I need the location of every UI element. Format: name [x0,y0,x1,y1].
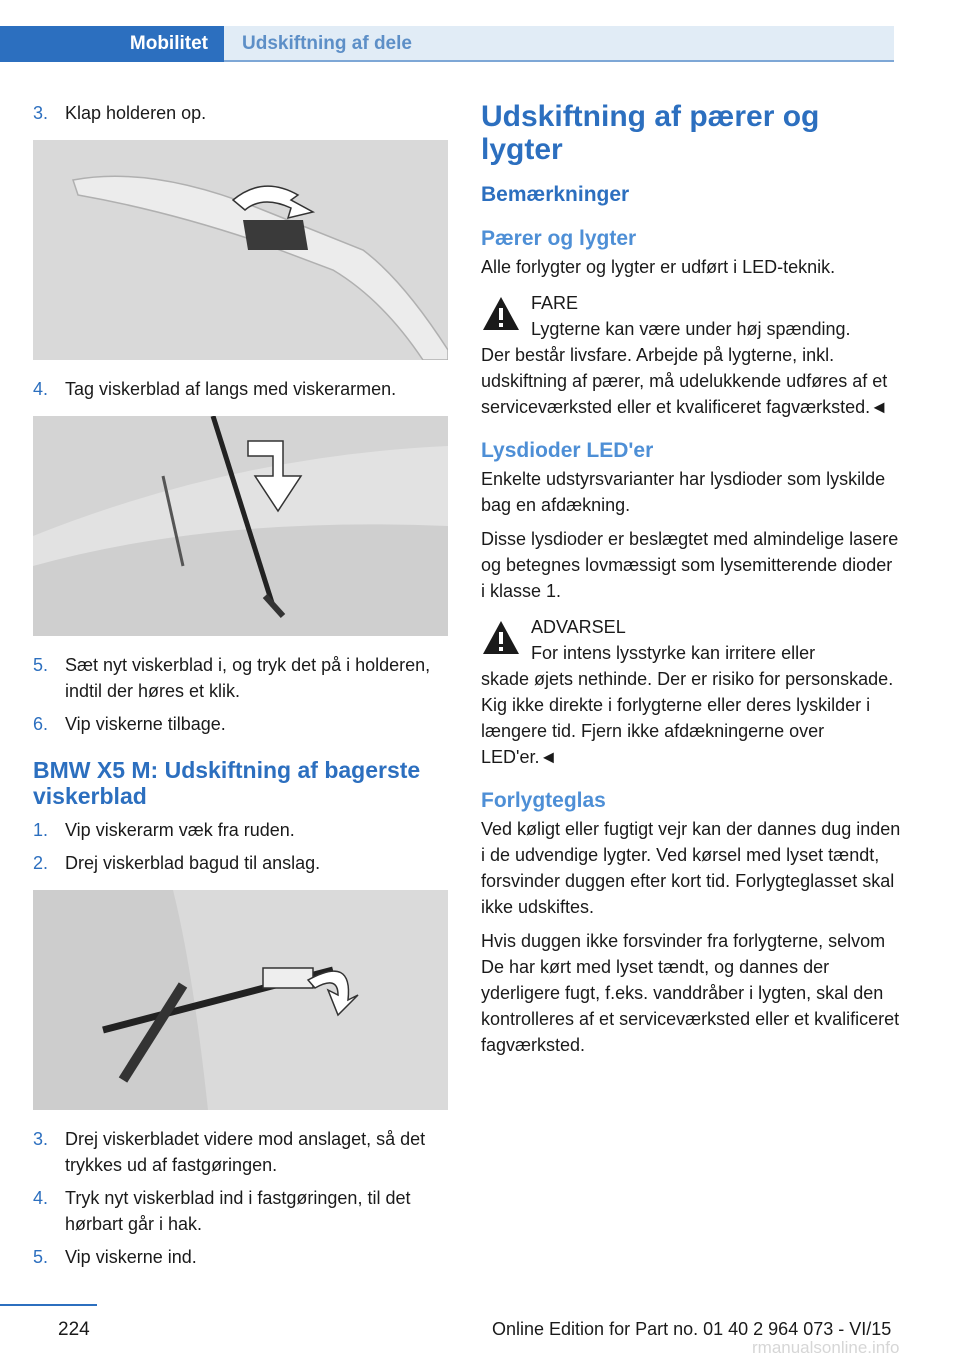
warning-text: Der består livsfare. Arbejde på lygterne, inkl. udskiftning af pærer, må udelukkende udføres af et serviceværksted eller et kvalificeret fagværksted.◄ [481,345,888,417]
paragraph: Hvis duggen ikke forsvinder fra forlygterne, selvom De har kørt med lyset tændt, og dannes der yderligere fugt, f.eks. vanddråber i lygten, skal den kontrolleres af et serviceværksted eller et kvalificeret fagværksted. [481,931,900,1055]
step-item [33,711,448,737]
step-text: Tryk nyt viskerblad ind i fastgøringen, til det hørbart går i hak. [65,1188,411,1234]
edition-note: Online Edition for Part no. 01 40 2 964 073 - VI/15 [492,1319,892,1339]
section-heading-rear-wiper: BMW X5 M: Udskiftning af bagerste viskerblad [33,757,421,809]
step-number: 6. [33,714,49,734]
step-item [33,376,448,402]
step-item [33,1126,448,1178]
figure-rear-wiper [33,890,448,1110]
step-text: Vip viskerarm væk fra ruden. [65,820,295,840]
warning-label: ADVARSEL [531,617,626,637]
subheading-bulbs: Pærer og lygter [481,227,637,250]
header-rule [224,60,894,62]
chapter-tab-label: Udskiftning af dele [242,33,412,54]
warning-danger [481,290,901,420]
step-item [33,100,448,126]
page-number: 224 [58,1319,90,1340]
footer-rule [0,1304,97,1306]
step-number: 1. [33,820,49,840]
step-number: 5. [33,655,49,675]
figure-holder-flip [33,140,448,360]
step-number: 3. [33,1129,49,1149]
step-item [33,850,448,876]
chapter-tab [224,26,894,62]
warning-triangle-icon [481,294,521,334]
warning-text: For intens lysstyrke kan irritere eller [531,643,816,663]
warning-label: FARE [531,293,579,313]
step-number: 4. [33,1188,49,1208]
step-text: Drej viskerblad bagud til anslag. [65,853,321,873]
right-column [481,100,901,1066]
step-text: Vip viskerne tilbage. [65,714,226,734]
left-column [33,100,448,1277]
step-item [33,1185,448,1237]
section-tab [0,26,224,62]
paragraph: Ved køligt eller fugtigt vejr kan der dannes dug inden i de udvendige lygter. Ved kørsel med lyset tændt, forsvinder duggen efter kort tid. Forlygteglasset skal ikke udskiftes. [481,819,901,917]
section-tab-label: Mobilitet [129,33,208,54]
step-item [33,652,448,704]
step-number: 3. [33,103,49,123]
step-text: Sæt nyt viskerblad i, og tryk det på i holderen, indtil der høres et klik. [65,655,431,701]
step-text: Tag viskerblad af langs med viskerarmen. [65,379,397,399]
step-number: 4. [33,379,49,399]
subheading-led: Lysdioder LED'er [481,439,654,462]
step-item [33,817,448,843]
step-text: Klap holderen op. [65,103,207,123]
warning-text: skade øjets nethinde. Der er risiko for personskade. Kig ikke direkte i forlygterne eller deres lyskilder i længere tid. Fjern ikke afdækningerne over LED'er.◄ [481,669,894,767]
paragraph: Disse lysdioder er beslægtet med almindelige lasere og betegnes lovmæssigt som lysemitterende dioder i klasse 1. [481,529,899,601]
subheading-notes: Bemærkninger [481,183,630,206]
step-text: Vip viskerne ind. [65,1247,197,1267]
warning-caution [481,614,901,770]
warning-triangle-icon [481,618,521,658]
step-item [33,1244,448,1270]
section-title: Udskiftning af pærer og lygter [481,100,820,166]
subheading-headlight-glass: Forlygteglas [481,789,606,812]
paragraph: Enkelte udstyrsvarianter har lysdioder som lyskilde bag en afdækning. [481,469,886,515]
step-number: 2. [33,853,49,873]
paragraph: Alle forlygter og lygter er udført i LED-teknik. [481,257,836,277]
figure-wiper-blade-removal [33,416,448,636]
step-number: 5. [33,1247,49,1267]
step-text: Drej viskerbladet videre mod anslaget, så det trykkes ud af fastgøringen. [65,1129,426,1175]
watermark: rmanualsonline.info [752,1338,900,1357]
warning-text: Lygterne kan være under høj spænding. [531,319,851,339]
